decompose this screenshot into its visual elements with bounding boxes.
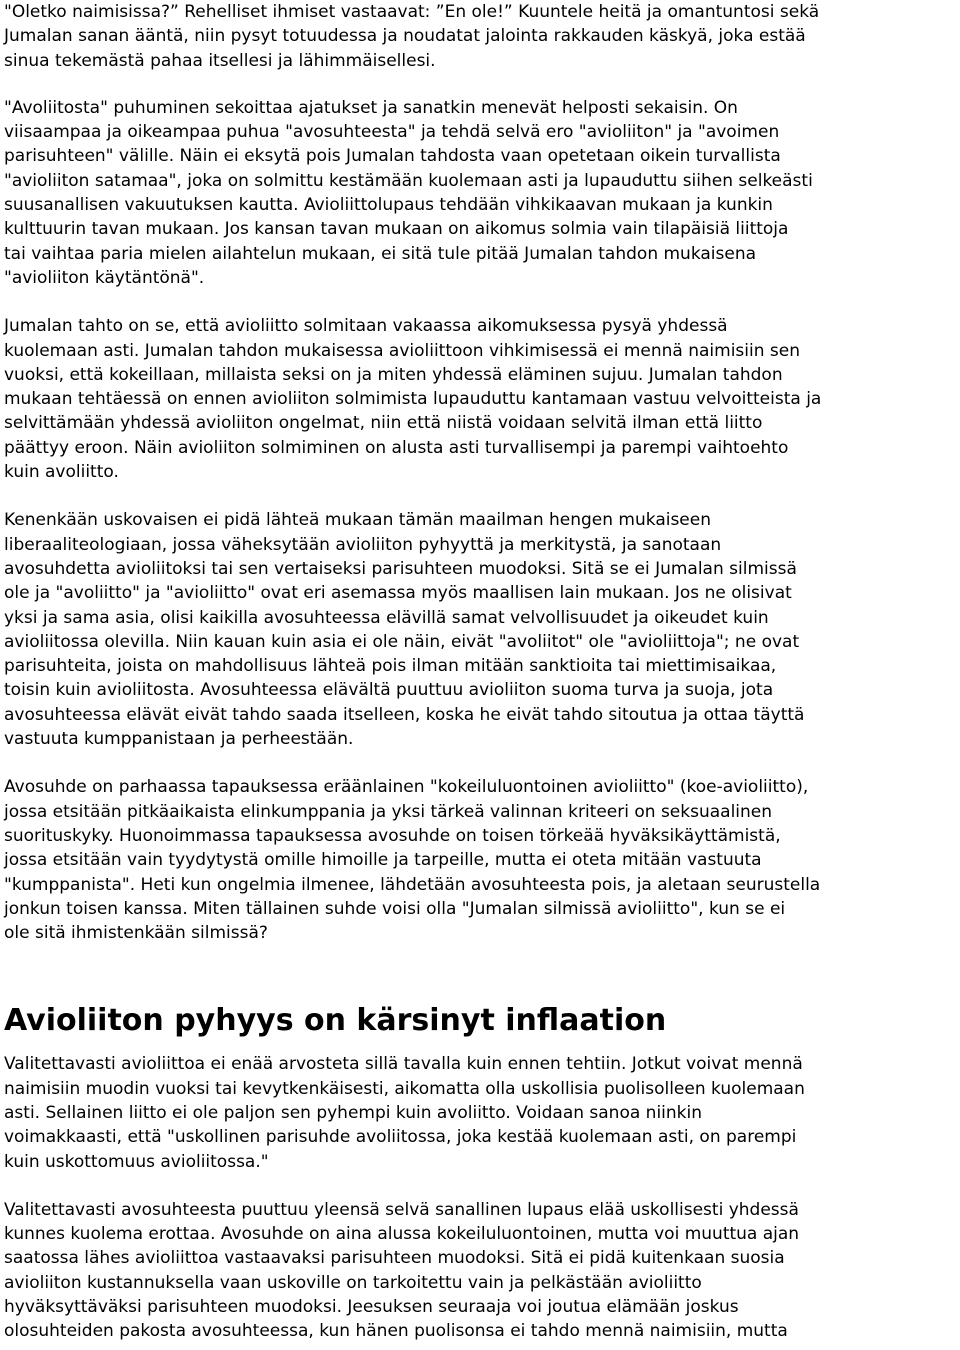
text-line: "avioliiton satamaa", joka on solmittu kestämään kuolemaan asti ja lupauduttu siihen selkeästi — [4, 170, 813, 191]
paragraph-2 — [4, 96, 958, 290]
text-line: avosuhdetta avioliitoksi tai sen vertaiseksi parisuhteen muodoksi. Sitä se ei Jumalan silmissä — [4, 558, 797, 579]
paragraph-7 — [4, 1198, 958, 1344]
text-line: selvittämään yhdessä avioliiton ongelmat, niin että niistä voidaan selvitä ilman että liitto — [4, 413, 763, 434]
text-line: Kenenkään uskovaisen ei pidä lähteä mukaan tämän maailman hengen mukaiseen — [4, 510, 712, 531]
text-line: avioliitossa olevilla. Niin kauan kuin asia ei ole näin, eivät "avoliitot" ole "avioliittoja"; ne ovat — [4, 631, 800, 652]
paragraph-6 — [4, 1052, 958, 1173]
text-line: yksi ja sama asia, olisi kaikilla avosuhteessa elävillä samat velvollisuudet ja oikeudet kuin — [4, 607, 769, 628]
text-line: vuoksi, että kokeillaan, millaista seksi on ja miten yhdessä eläminen sujuu. Jumalan tahdon — [4, 364, 783, 385]
text-line: ole sitä ihmistenkään silmissä? — [4, 923, 268, 944]
text-line: päättyy eroon. Näin avioliiton solmiminen on alusta asti turvallisempi ja parempi vaihtoehto — [4, 437, 789, 458]
paragraph-4 — [4, 508, 958, 751]
paragraph-1 — [4, 0, 958, 73]
text-line: kuin avoliitto. — [4, 462, 119, 483]
text-line: Valitettavasti avioliittoa ei enää arvosteta sillä tavalla kuin ennen tehtiin. Jotkut voivat mennä — [4, 1054, 803, 1075]
text-line: viisaampaa ja oikeampaa puhua "avosuhteesta" ja tehdä selvä ero "avioliiton" ja "avoimen — [4, 122, 780, 143]
text-line: asti. Sellainen liitto ei ole paljon sen pyhempi kuin avoliitto. Voidaan sanoa niinkin — [4, 1102, 703, 1123]
text-line: "Avoliitosta" puhuminen sekoittaa ajatukset ja sanatkin menevät helposti sekaisin. On — [4, 97, 738, 118]
text-line: saatossa lähes avioliittoa vastaavaksi parisuhteen muodoksi. Sitä ei pidä kuitenkaan suosia — [4, 1248, 785, 1269]
text-line: tai vaihtaa paria mielen ailahtelun mukaan, ei sitä tule pitää Jumalan tahdon mukaisena — [4, 243, 757, 264]
text-line: "avioliiton käytäntönä". — [4, 267, 205, 288]
text-line: kuin uskottomuus avioliitossa." — [4, 1151, 269, 1172]
text-line: avioliiton kustannuksella vaan uskoville on tarkoitettu vain ja pelkästään avioliitto — [4, 1272, 702, 1293]
text-line: sinua tekemästä pahaa itsellesi ja lähimmäisellesi. — [4, 50, 436, 71]
paragraph-5 — [4, 775, 958, 945]
paragraph-3 — [4, 314, 958, 484]
text-line: kulttuurin tavan mukaan. Jos kansan tavan mukaan on aikomus solmia vain tilapäisiä liittoja — [4, 219, 789, 240]
document-page — [4, 0, 958, 1344]
text-line: voimakkaasti, että "uskollinen parisuhde avoliitossa, joka kestää kuolemaan asti, on parempi — [4, 1127, 797, 1148]
text-line: ole ja "avoliitto" ja "avioliitto" ovat eri asemassa myös maallisen lain mukaan. Jos ne olisivat — [4, 583, 792, 604]
text-line: avosuhteessa elävät eivät tahdo saada itselleen, koska he eivät tahdo sitoutua ja ottaa täyttä — [4, 704, 805, 725]
text-line: suusanallisen vakuutuksen kautta. Avioliittolupaus tehdään vihkikaavan mukaan ja kunkin — [4, 195, 773, 216]
text-line: kunnes kuolema erottaa. Avosuhde on aina alussa kokeiluluontoinen, mutta voi muuttua ajan — [4, 1224, 800, 1245]
text-line: Valitettavasti avosuhteesta puuttuu yleensä selvä sanallinen lupaus elää uskollisesti yhdessä — [4, 1199, 799, 1220]
text-line: Jumalan tahto on se, että avioliitto solmitaan vakaassa aikomuksessa pysyä yhdessä — [4, 316, 728, 337]
text-line: Avosuhde on parhaassa tapauksessa eräänlainen "kokeiluluontoinen avioliitto" (koe-avioliitto), — [4, 777, 809, 798]
text-line: jossa etsitään vain tyydytystä omille himoille ja tarpeille, mutta ei oteta mitään vastuuta — [4, 850, 762, 871]
text-line: "kumppanista". Heti kun ongelmia ilmenee, lähdetään avosuhteesta pois, ja aletaan seurustella — [4, 874, 821, 895]
text-line: kuolemaan asti. Jumalan tahdon mukaisessa avioliittoon vihkimisessä ei mennä naimisiin sen — [4, 340, 800, 361]
text-line: hyväksyttäväksi parisuhteen muodoksi. Jeesuksen seuraaja voi joutua elämään joskus — [4, 1297, 739, 1318]
text-line: suorituskyky. Huonoimmassa tapauksessa avosuhde on toisen törkeää hyväksikäyttämistä, — [4, 825, 781, 846]
text-line: mukaan tehtäessä on ennen avioliiton solmimista lupauduttu kantamaan vastuu velvoitteista ja — [4, 389, 822, 410]
text-line: jonkun toisen kanssa. Miten tällainen suhde voisi olla "Jumalan silmissä avioliitto", kun se ei — [4, 898, 786, 919]
text-line: toisin kuin avioliitosta. Avosuhteessa elävältä puuttuu avioliiton suoma turva ja suoja, jota — [4, 680, 774, 701]
text-line: "Oletko naimisissa?” Rehelliset ihmiset vastaavat: ”En ole!” Kuuntele heitä ja omantuntosi sekä — [4, 2, 820, 22]
section-heading: Avioliiton pyhyys on kärsinyt inflaation — [4, 1003, 667, 1039]
text-line: parisuhteen" välille. Näin ei eksytä pois Jumalan tahdosta vaan opetetaan oikein turvallista — [4, 146, 781, 167]
text-line: jossa etsitään pitkäaikaista elinkumppania ja yksi tärkeä valinnan kriteeri on seksuaalinen — [4, 801, 773, 822]
text-line: parisuhteita, joista on mahdollisuus lähteä pois ilman mitään sanktioita tai miettimisaikaa, — [4, 656, 777, 677]
text-line: olosuhteiden pakosta avosuhteessa, kun hänen puolisonsa ei tahdo mennä naimisiin, mutta — [4, 1321, 788, 1342]
text-line: naimisiin muodin vuoksi tai kevytkenkäisesti, aikomatta olla uskollisia puolisolleen kuolemaan — [4, 1078, 805, 1099]
text-line: vastuuta kumppanistaan ja perheestään. — [4, 729, 354, 750]
text-line: liberaaliteologiaan, jossa väheksytään avioliiton pyhyyttä ja merkitystä, ja sanotaan — [4, 534, 722, 555]
text-line: Jumalan sanan ääntä, niin pysyt totuudessa ja noudatat jalointa rakkauden käskyä, joka estää — [4, 26, 806, 47]
